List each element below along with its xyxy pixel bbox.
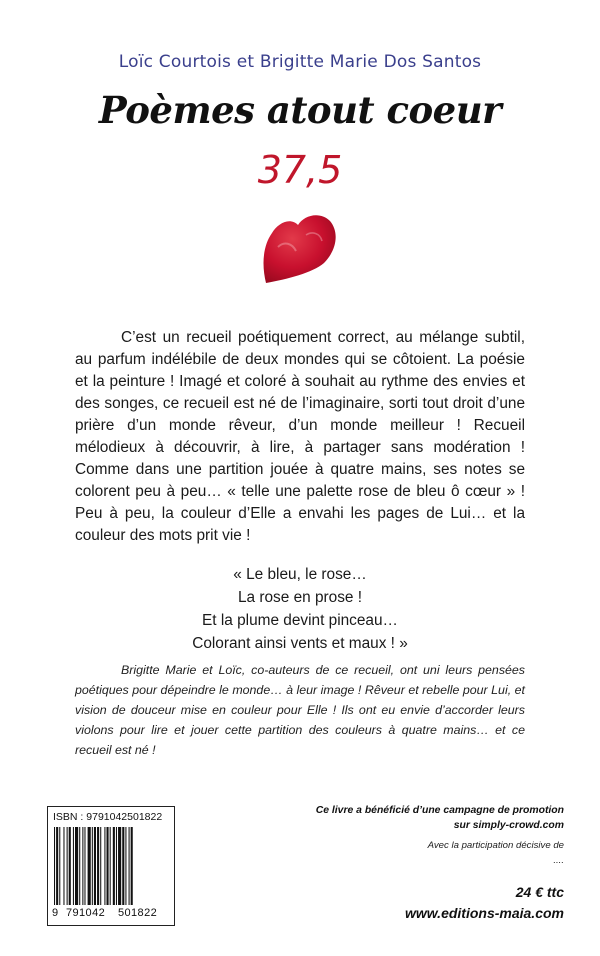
verse-line: La rose en prose !	[237, 589, 363, 606]
book-subtitle: 37,5	[257, 148, 343, 192]
verse-line: Et la plume devint pinceau…	[202, 612, 398, 629]
bio-paragraph: Brigitte Marie et Loïc, co-auteurs de ce recueil, ont uni leurs pensées poétiques pour dépeindre le monde… à leur image ! Rêveur et rebelle pour Lui, et vision de douceur mise en couleur pour Elle ! Ils ont eu envie d’accorder leurs violons pour lire et jouer cette partition des couleurs à quatre mains… et ce recueil est né !	[75, 663, 525, 757]
barcode-digit-first: 9	[52, 907, 59, 919]
barcode-digits	[52, 907, 170, 921]
promo-line: Ce livre a bénéficié d’une campagne de promotion	[315, 805, 564, 816]
book-title: Poèmes atout coeur	[98, 88, 502, 132]
publisher-website: www.editions-maia.com	[405, 905, 564, 921]
promo-notice	[264, 803, 564, 833]
heart-icon	[258, 207, 340, 287]
partner-line: Avec la participation décisive de	[427, 840, 564, 851]
partner-line: ....	[553, 855, 564, 866]
verse-line: « Le bleu, le rose…	[233, 566, 367, 583]
partner-notice	[264, 838, 564, 868]
promo-line: sur simply-crowd.com	[453, 820, 564, 831]
barcode-digits-right: 501822	[118, 907, 158, 919]
price: 24 € ttc	[515, 884, 564, 900]
authors: Loïc Courtois et Brigitte Marie Dos Santos	[118, 52, 482, 72]
isbn-label: ISBN : 9791042501822	[53, 811, 163, 823]
verse-line: Colorant ainsi vents et maux ! »	[192, 635, 408, 652]
summary-text	[75, 327, 525, 547]
summary-paragraph: C’est un recueil poétiquement correct, au mélange subtil, au parfum indélébile de deux mondes qui se côtoient. La poésie et la peinture ! Imagé et coloré à souhait au rythme des envies et des songes, ce recueil est né de l’imaginaire, sorti tout droit d’une prière d’un monde rêveur, d’un monde meilleur ! Recueil mélodieux à découvrir, à lire, à partager sans modération ! Comme dans une partition jouée à quatre mains, ses notes se colorent peu à peu… « telle une palette rose de bleu ô cœur » ! Peu à peu, la couleur d’Elle a envahi les pages de Lui… et la couleur des mots prit vie !	[75, 329, 525, 544]
barcode-image	[52, 827, 170, 905]
verse-block	[75, 563, 525, 655]
isbn-barcode-box	[47, 806, 175, 926]
barcode-digits-left: 791042	[66, 907, 106, 919]
authors-bio	[75, 660, 525, 760]
